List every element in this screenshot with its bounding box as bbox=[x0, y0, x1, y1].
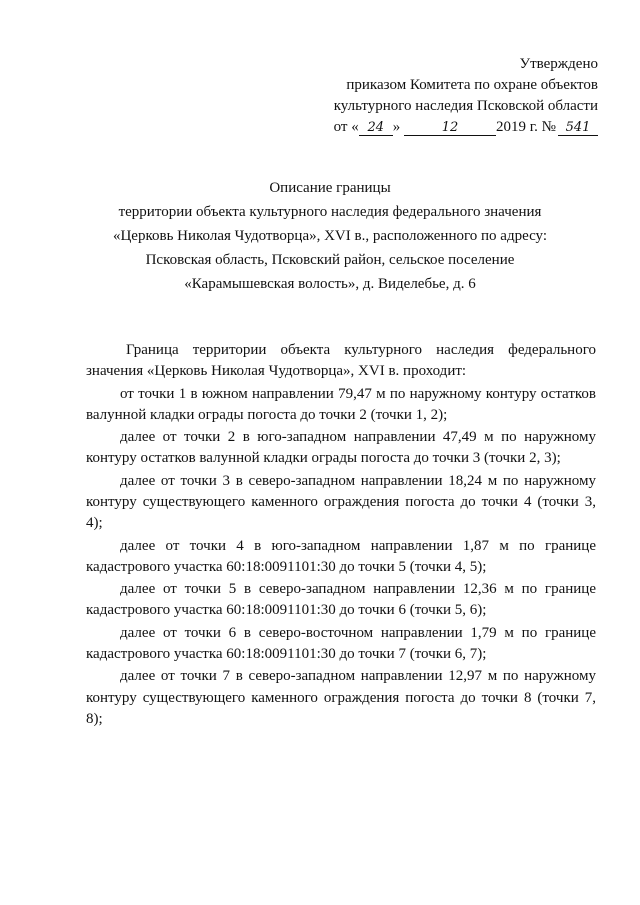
date-mid: » bbox=[392, 119, 401, 135]
date-day-handwritten: 24 bbox=[359, 121, 393, 136]
approval-order-line2: культурного наследия Псковской области bbox=[333, 98, 598, 114]
paragraph-segment-6-7: далее от точки 6 в северо-восточном направлении 1,79 м по границе кадастрового участка 60:18:0091101:30 до точки 7 (точки 6, 7); bbox=[86, 624, 596, 662]
date-month-handwritten: 12 bbox=[404, 121, 496, 136]
document-title bbox=[80, 176, 580, 296]
approval-heading: Утверждено bbox=[519, 56, 598, 72]
approval-date-line bbox=[298, 117, 598, 138]
paragraph-segment-1-2: от точки 1 в южном направлении 79,47 м по наружному контуру остатков валунной кладки ограды погоста до точки 2 (точки 1, 2); bbox=[86, 385, 596, 423]
paragraph-intro: Граница территории объекта культурного наследия федерального значения «Церковь Николая Чудотворца», XVI в. проходит: bbox=[86, 342, 596, 380]
date-year: 2019 г. № bbox=[495, 119, 556, 135]
title-line-5: «Карамышевская волость», д. Виделебье, д. 6 bbox=[184, 276, 476, 292]
title-line-3: «Церковь Николая Чудотворца», XVI в., расположенного по адресу: bbox=[112, 228, 548, 244]
paragraph-segment-4-5: далее от точки 4 в юго-западном направлении 1,87 м по границе кадастрового участка 60:18:0091101:30 до точки 5 (точки 4, 5); bbox=[86, 537, 596, 575]
date-prefix: от « bbox=[333, 119, 359, 135]
order-number-handwritten: 541 bbox=[558, 121, 598, 136]
title-line-4: Псковская область, Псковский район, сельское поселение bbox=[145, 252, 515, 268]
approval-block bbox=[298, 54, 598, 138]
paragraph-segment-7-8: далее от точки 7 в северо-западном направлении 12,97 м по наружному контуру существующего каменного ограждения погоста до точки 8 (точки 7, 8); bbox=[86, 668, 596, 727]
paragraph-segment-2-3: далее от точки 2 в юго-западном направлении 47,49 м по наружному контуру остатков валунной кладки ограды погоста до точки 3 (точки 2, 3); bbox=[86, 429, 596, 467]
title-line-2: территории объекта культурного наследия федерального значения bbox=[118, 204, 542, 220]
approval-order-line1: приказом Комитета по охране объектов bbox=[346, 77, 598, 93]
paragraph-segment-3-4: далее от точки 3 в северо-западном направлении 18,24 м по наружному контуру существующего каменного ограждения погоста до точки 4 (точки 3, 4); bbox=[86, 472, 596, 532]
title-line-1: Описание границы bbox=[269, 180, 391, 196]
document-body bbox=[86, 340, 596, 731]
paragraph-segment-5-6: далее от точки 5 в северо-западном направлении 12,36 м по границе кадастрового участка 60:18:0091101:30 до точки 6 (точки 5, 6); bbox=[86, 581, 596, 619]
